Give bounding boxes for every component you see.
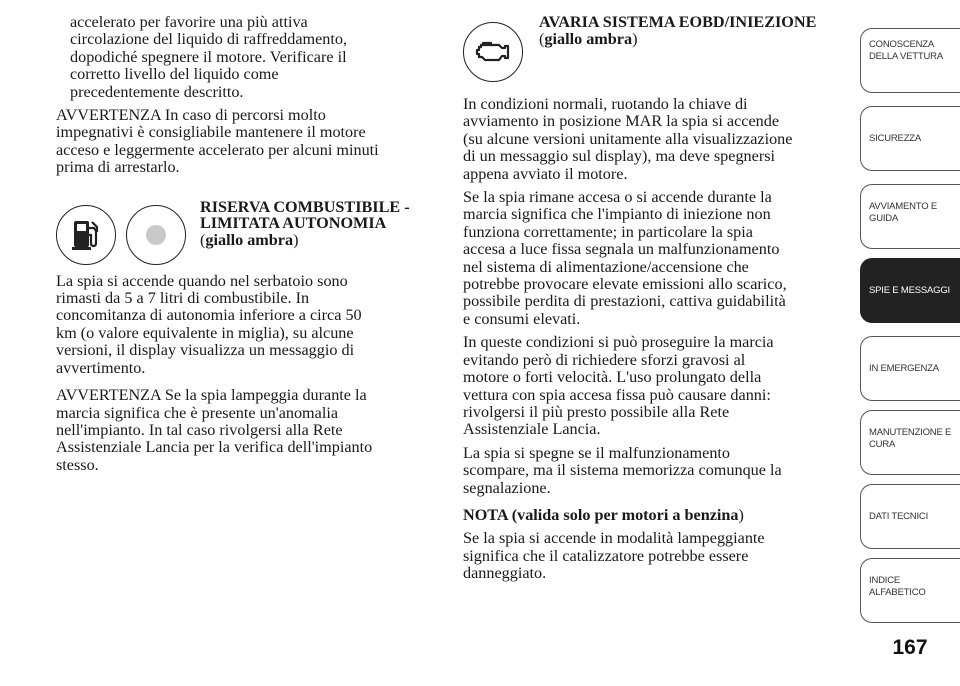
paren: )	[738, 505, 744, 524]
tab-label: MANUTENZIONE E	[869, 427, 952, 438]
eobd-paragraph-normal	[463, 96, 843, 183]
text-line: accesa a luce fissa segnala un malfunzionamento	[463, 240, 780, 259]
text-line: stesso.	[56, 455, 99, 474]
text-line: e consumi elevati.	[463, 309, 581, 328]
tab-avviamento-guida[interactable]	[860, 184, 960, 249]
tab-in-emergenza[interactable]	[860, 336, 960, 401]
tab-label: DATI TECNICI	[869, 511, 929, 522]
eobd-heading	[463, 14, 843, 82]
tab-label: DELLA VETTURA	[869, 51, 943, 62]
text-line: danneggiato.	[463, 564, 547, 583]
text-line: segnalazione.	[463, 478, 551, 497]
text-line: nel sistema di alimentazione/accensione che	[463, 257, 749, 276]
warning-paragraph-engine	[56, 107, 428, 177]
text-line: impegnativi è consigliabile mantenere il motore	[56, 123, 366, 142]
text-line: circolazione del liquido di raffreddamento,	[70, 30, 348, 49]
tab-label: GUIDA	[869, 213, 899, 224]
text-line: acceso e leggermente accelerato per alcuni minuti	[56, 140, 379, 159]
nota-heading	[463, 507, 843, 524]
text-line: possibile perdita di prestazioni, cattiva guidabilità	[463, 292, 786, 311]
text-line: Assistenziale Lancia per la verifica dell'impianto	[56, 438, 373, 457]
text-line: AVVERTENZA In caso di percorsi molto	[56, 106, 326, 125]
tab-dati-tecnici[interactable]	[860, 484, 960, 549]
text-line: In queste condizioni si può proseguire la marcia	[463, 333, 774, 352]
tab-label: INDICE	[869, 575, 900, 586]
fuel-pump-icon	[56, 205, 116, 265]
eobd-paragraph-fault	[463, 189, 843, 328]
text-line: scompare, ma il sistema memorizza comunque la	[463, 461, 782, 480]
tab-conoscenza-vettura[interactable]	[860, 28, 960, 93]
cooling-paragraph	[56, 14, 428, 101]
text-line: vettura con spia accesa fissa può causare danni:	[463, 385, 771, 404]
eobd-paragraph-off	[463, 445, 843, 497]
eobd-paragraph-driving	[463, 334, 843, 438]
paren: (	[539, 29, 545, 48]
title-line: RISERVA COMBUSTIBILE -	[200, 197, 410, 216]
left-column	[56, 14, 428, 480]
tab-label: ALFABETICO	[869, 587, 926, 598]
text-line: Assistenziale Lancia.	[463, 420, 601, 439]
paren: (	[200, 230, 206, 249]
text-line: evitando però di richiedere sforzi gravosi al	[463, 350, 746, 369]
text-line: AVVERTENZA Se la spia lampeggia durante la	[56, 386, 367, 405]
paren: )	[293, 230, 299, 249]
lamp-dot	[146, 225, 166, 245]
nota-paragraph	[463, 530, 843, 582]
text-line: motore o forti velocità. L'uso prolungato della	[463, 368, 762, 387]
tab-label: AVVIAMENTO E	[869, 201, 937, 212]
amber-lamp-icon	[126, 205, 186, 265]
text-line: marcia significa che l'impianto di iniezione non	[463, 205, 771, 224]
tab-label: CURA	[869, 439, 896, 450]
fuel-reserve-title	[200, 199, 410, 249]
tab-label: CONOSCENZA	[869, 39, 935, 50]
text-line: km (o valore equivalente in miglia), su alcune	[56, 323, 354, 342]
text-line: accelerato per favorire una più attiva	[70, 13, 308, 31]
right-column	[463, 14, 843, 589]
text-line: rimasti da 5 a 7 litri di combustibile. In	[56, 289, 310, 308]
page-number: 167	[892, 636, 928, 659]
text-line: prima di arrestarlo.	[56, 158, 180, 177]
tab-label: IN EMERGENZA	[869, 363, 939, 374]
text-line: Se la spia rimane accesa o si accende durante la	[463, 188, 772, 207]
text-line: avviamento in posizione MAR la spia si accende	[463, 112, 780, 131]
title-line: AVARIA SISTEMA EOBD/INIEZIONE	[539, 13, 817, 31]
text-line: versioni, il display visualizza un messaggio di	[56, 341, 355, 360]
section-tabs	[860, 0, 960, 686]
text-line: dopodiché spegnere il motore. Verificare il	[70, 47, 347, 66]
tab-label: SICUREZZA	[869, 133, 922, 144]
text-line: La spia si spegne se il malfunzionamento	[463, 443, 731, 462]
warning-paragraph-fuel	[56, 387, 428, 474]
text-line: nell'impianto. In tal caso rivolgersi alla Rete	[56, 420, 343, 439]
eobd-title	[539, 14, 816, 47]
fuel-reserve-paragraph	[56, 273, 428, 377]
text-line: marcia significa che è presente un'anomalia	[56, 403, 339, 422]
tab-sicurezza[interactable]	[860, 106, 960, 171]
text-line: di un messaggio sul display), ma deve spegnersi	[463, 147, 776, 166]
paren: )	[632, 29, 638, 48]
color-label: giallo ambra	[544, 29, 633, 48]
nota-title: NOTA (valida solo per motori a benzina	[463, 505, 739, 524]
text-line: corretto livello del liquido come	[70, 65, 279, 84]
text-line: rivolgersi il più presto possibile alla Rete	[463, 402, 730, 421]
text-line: appena avviato il motore.	[463, 164, 628, 183]
tab-label: SPIE E MESSAGGI	[869, 285, 950, 296]
tab-indice-alfabetico[interactable]	[860, 558, 960, 623]
text-line: (su alcune versioni unitamente alla visualizzazione	[463, 129, 793, 148]
fuel-reserve-heading	[56, 199, 428, 265]
text-line: In condizioni normali, ruotando la chiave di	[463, 95, 748, 113]
text-line: concomitanza di autonomia inferiore a circa 50	[56, 306, 362, 325]
text-line: avvertimento.	[56, 358, 146, 377]
text-line: funziona correttamente; in particolare la spia	[463, 222, 753, 241]
text-line: La spia si accende quando nel serbatoio sono	[56, 271, 348, 290]
text-line: precedentemente descritto.	[70, 82, 244, 101]
text-line: significa che il catalizzatore potrebbe essere	[463, 546, 749, 565]
color-label: giallo ambra	[205, 230, 294, 249]
engine-check-icon	[463, 22, 523, 82]
text-line: potrebbe provocare elevate emissioni allo scarico,	[463, 275, 787, 294]
tab-manutenzione-cura[interactable]	[860, 410, 960, 475]
text-line: Se la spia si accende in modalità lampeggiante	[463, 529, 765, 548]
tab-spie-messaggi[interactable]	[860, 258, 960, 323]
title-line: LIMITATA AUTONOMIA	[200, 214, 387, 233]
